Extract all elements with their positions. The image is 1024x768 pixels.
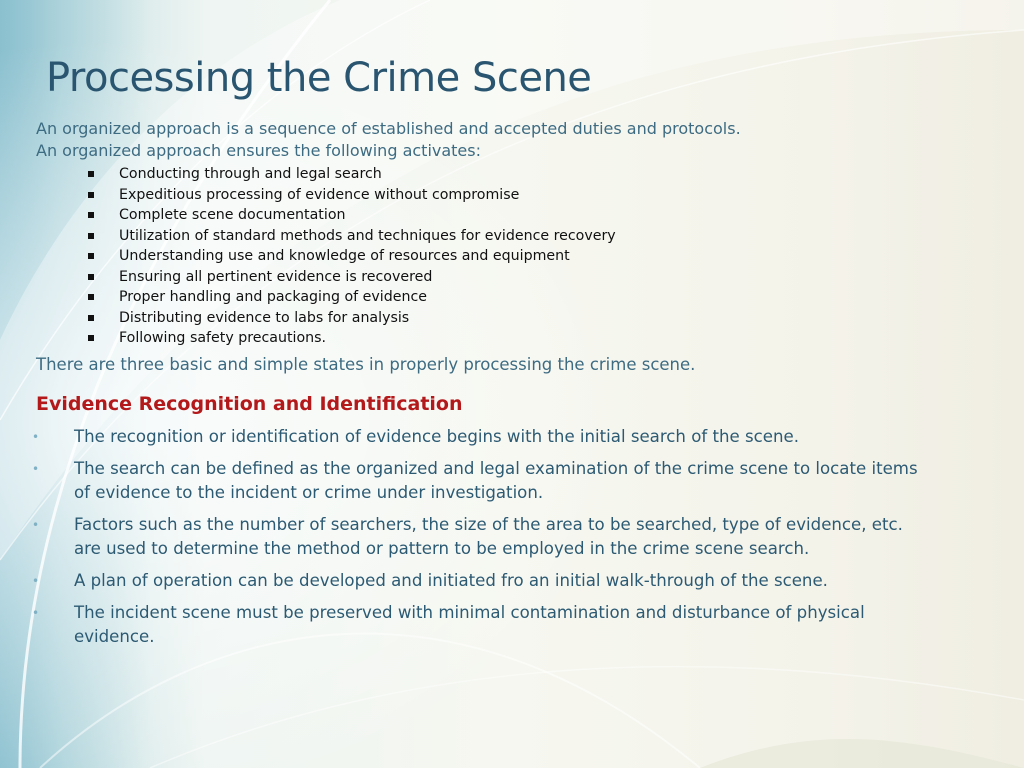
activity-item (88, 267, 616, 288)
activity-text: Complete scene documentation (119, 207, 346, 223)
activity-text: Ensuring all pertinent evidence is recovered (119, 268, 433, 285)
bullet-dot-icon: • (32, 462, 40, 476)
bullet-dot-icon: • (32, 518, 40, 532)
activity-item (88, 287, 616, 308)
bullet-item (32, 601, 932, 649)
square-bullet-icon (88, 294, 94, 300)
bullet-item (32, 513, 932, 561)
bullet-item (32, 425, 932, 449)
bullet-dot-icon: • (32, 574, 40, 588)
bullet-item (32, 569, 932, 593)
bullet-text: The recognition or identification of evidence begins with the initial search of the scene. (74, 427, 799, 446)
activity-text: Distributing evidence to labs for analysis (119, 309, 410, 326)
bullet-text: The search can be defined as the organized and legal examination of the crime scene to locate items of evidence to the incident or crime under investigation. (74, 459, 918, 502)
bullet-dot-icon: • (32, 606, 40, 620)
bullet-text: A plan of operation can be developed and initiated fro an initial walk-through of the scene. (74, 571, 828, 590)
activity-item (88, 226, 616, 247)
activity-item (88, 205, 616, 226)
square-bullet-icon (88, 335, 94, 341)
activity-text: Understanding use and knowledge of resources and equipment (119, 248, 570, 264)
slide-title: Processing the Crime Scene (46, 55, 592, 101)
section-heading: Evidence Recognition and Identification (36, 393, 463, 415)
activities-list (88, 164, 616, 349)
activity-item (88, 185, 616, 206)
bullet-text: Factors such as the number of searchers, the size of the area to be searched, type of evidence, etc. are used to determine the method or pattern to be employed in the crime scene search. (74, 515, 903, 558)
square-bullet-icon (88, 274, 94, 280)
states-paragraph: There are three basic and simple states in properly processing the crime scene. (36, 355, 696, 374)
intro-paragraph: An organized approach is a sequence of established and accepted duties and protocols. An organized approach ensures the following activates: (36, 119, 741, 160)
bullet-text: The incident scene must be preserved with minimal contamination and disturbance of physical evidence. (74, 603, 865, 646)
activity-item (88, 308, 616, 329)
activity-text: Following safety precautions. (119, 330, 327, 346)
activity-text: Expeditious processing of evidence without compromise (119, 186, 520, 203)
evidence-bullets-list (32, 425, 932, 657)
activity-text: Utilization of standard methods and techniques for evidence recovery (119, 227, 616, 244)
activity-item (88, 328, 616, 349)
square-bullet-icon (88, 171, 94, 177)
square-bullet-icon (88, 192, 94, 198)
square-bullet-icon (88, 233, 94, 239)
activity-item (88, 246, 616, 267)
square-bullet-icon (88, 315, 94, 321)
bullet-item (32, 457, 932, 505)
activity-item (88, 164, 616, 185)
bullet-dot-icon: • (32, 430, 40, 444)
square-bullet-icon (88, 212, 94, 218)
activity-text: Proper handling and packaging of evidence (119, 289, 427, 305)
activity-text: Conducting through and legal search (119, 166, 382, 182)
square-bullet-icon (88, 253, 94, 259)
